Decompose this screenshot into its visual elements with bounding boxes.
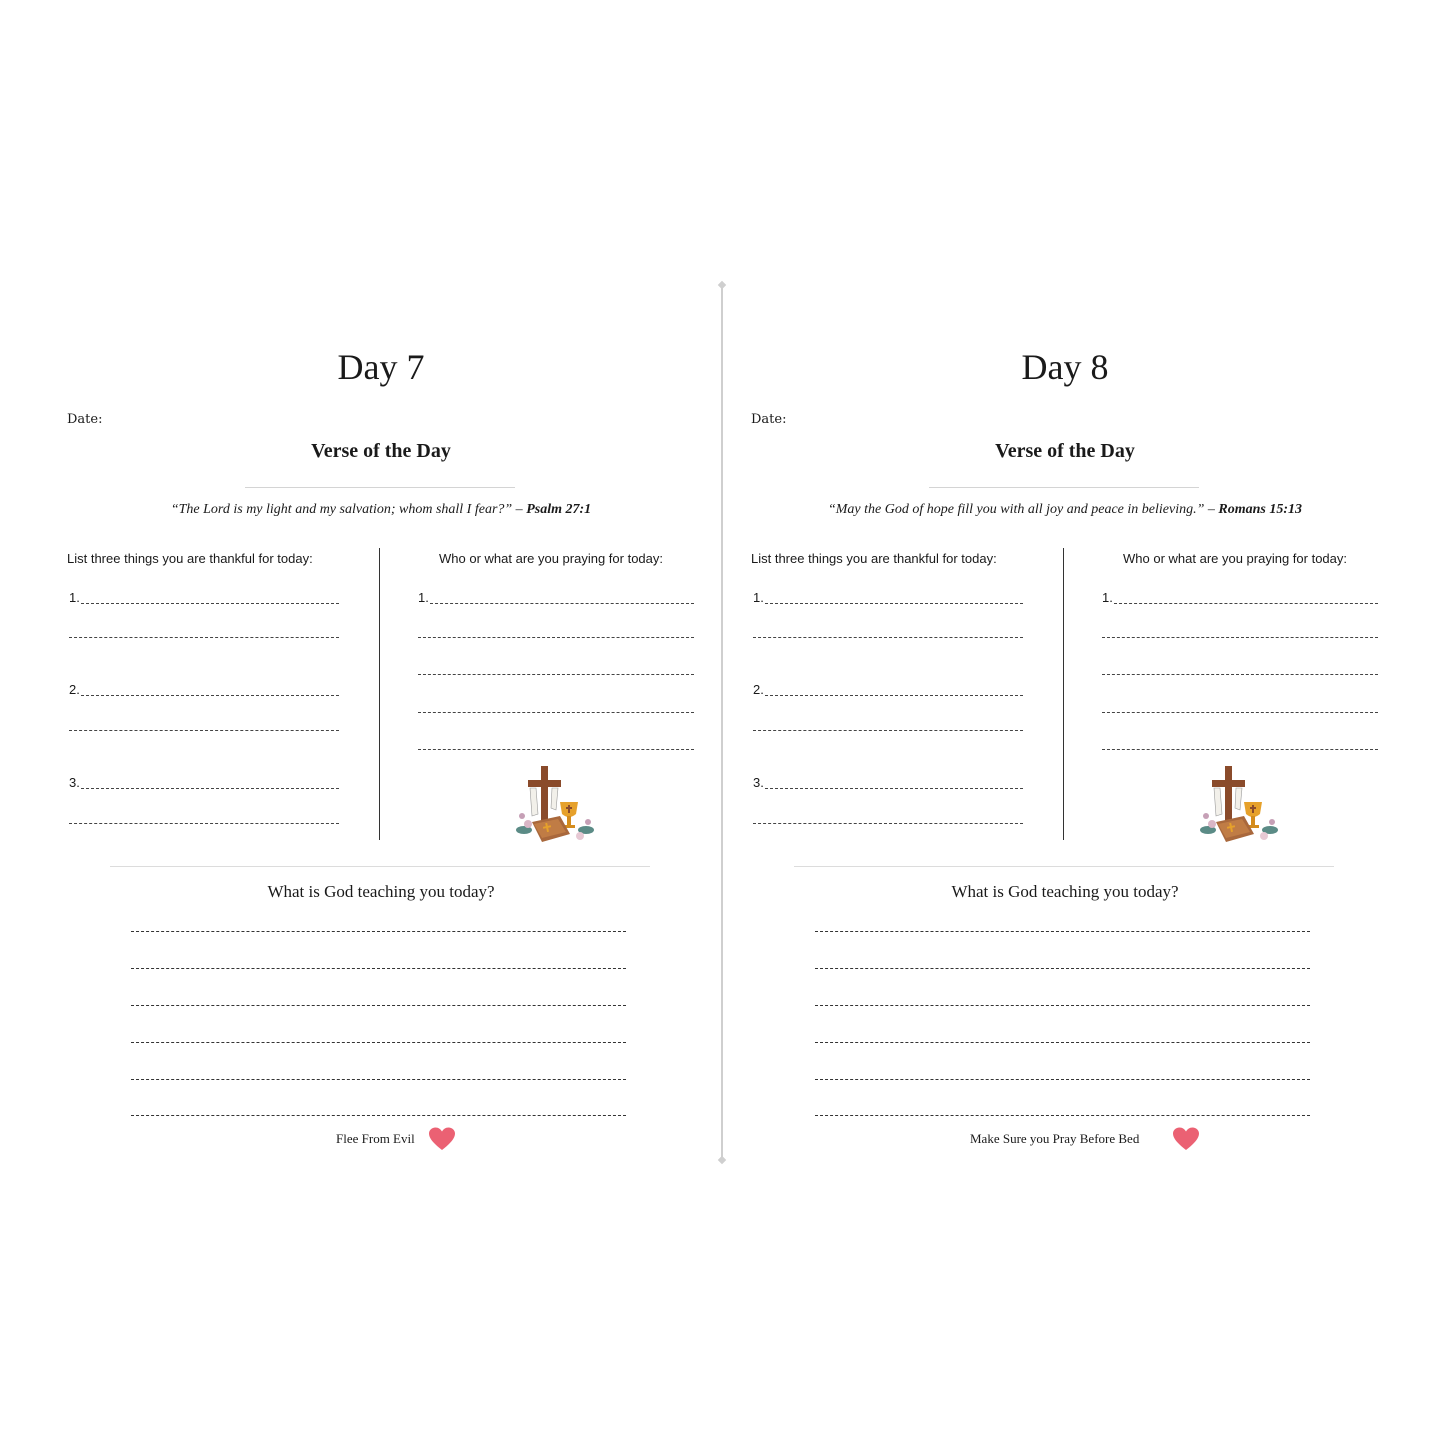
item-number: 2.	[69, 682, 80, 697]
verse-quote	[0, 502, 762, 518]
teaching-heading: What is God teaching you today?	[267, 882, 495, 901]
teaching-line-5[interactable]	[815, 1079, 1310, 1080]
item-number: 3.	[69, 775, 80, 790]
journal-page-day-8	[684, 0, 1406, 1445]
journal-page-day-7	[0, 0, 722, 1445]
heading-rule	[245, 487, 515, 488]
teaching-line-1[interactable]	[815, 931, 1310, 932]
verse-reference: Psalm 27:1	[526, 502, 592, 517]
teaching-line-2[interactable]	[131, 968, 626, 969]
praying-line-1[interactable]	[418, 590, 694, 606]
teaching-line-5[interactable]	[131, 1079, 626, 1080]
cross-bible-chalice-icon	[1198, 764, 1282, 844]
heart-icon	[428, 1126, 456, 1152]
item-number: 2.	[753, 682, 764, 697]
teaching-line-4[interactable]	[815, 1042, 1310, 1043]
item-number: 1.	[753, 590, 764, 605]
thankful-line-1b[interactable]	[69, 628, 339, 640]
thankful-line-3[interactable]	[753, 775, 1023, 791]
thankful-line-1[interactable]	[69, 590, 339, 606]
praying-line-3[interactable]	[418, 665, 694, 677]
item-number: 1.	[1102, 590, 1113, 605]
thankful-line-2b[interactable]	[69, 721, 339, 733]
verse-text: “The Lord is my light and my salvation; whom shall I fear?” –	[170, 502, 527, 517]
thankful-line-3b[interactable]	[69, 814, 339, 826]
day-title: Day 7	[337, 347, 425, 387]
praying-heading: Who or what are you praying for today:	[439, 551, 664, 566]
thankful-line-3[interactable]	[69, 775, 339, 791]
teaching-heading: What is God teaching you today?	[951, 882, 1179, 901]
verse-heading: Verse of the Day	[311, 440, 451, 462]
thankful-line-2[interactable]	[69, 682, 339, 698]
praying-line-4[interactable]	[1102, 703, 1378, 715]
teaching-line-3[interactable]	[131, 1005, 626, 1006]
item-number: 1.	[418, 590, 429, 605]
footer-message: Make Sure you Pray Before Bed	[970, 1131, 1140, 1146]
date-label: Date:	[67, 412, 103, 427]
section-rule	[794, 866, 1334, 867]
praying-line-2[interactable]	[1102, 628, 1378, 640]
praying-line-1[interactable]	[1102, 590, 1378, 606]
teaching-line-6[interactable]	[815, 1115, 1310, 1116]
item-number: 3.	[753, 775, 764, 790]
teaching-line-6[interactable]	[131, 1115, 626, 1116]
thankful-line-1[interactable]	[753, 590, 1023, 606]
teaching-line-3[interactable]	[815, 1005, 1310, 1006]
verse-reference: Romans 15:13	[1218, 502, 1302, 517]
thankful-line-2[interactable]	[753, 682, 1023, 698]
praying-line-3[interactable]	[1102, 665, 1378, 677]
praying-line-4[interactable]	[418, 703, 694, 715]
thankful-heading: List three things you are thankful for today:	[751, 551, 997, 566]
teaching-line-2[interactable]	[815, 968, 1310, 969]
verse-quote	[684, 502, 1445, 518]
day-title: Day 8	[1021, 347, 1109, 387]
verse-heading: Verse of the Day	[995, 440, 1135, 462]
praying-line-5[interactable]	[1102, 740, 1378, 752]
praying-line-5[interactable]	[418, 740, 694, 752]
date-label: Date:	[751, 412, 787, 427]
thankful-line-1b[interactable]	[753, 628, 1023, 640]
teaching-line-4[interactable]	[131, 1042, 626, 1043]
heading-rule	[929, 487, 1199, 488]
praying-line-2[interactable]	[418, 628, 694, 640]
thankful-line-2b[interactable]	[753, 721, 1023, 733]
teaching-line-1[interactable]	[131, 931, 626, 932]
praying-heading: Who or what are you praying for today:	[1123, 551, 1348, 566]
heart-icon	[1172, 1126, 1200, 1152]
section-rule	[110, 866, 650, 867]
verse-text: “May the God of hope fill you with all joy and peace in believing.” –	[827, 502, 1219, 517]
thankful-heading: List three things you are thankful for today:	[67, 551, 313, 566]
column-divider	[379, 548, 380, 840]
column-divider	[1063, 548, 1064, 840]
footer-message: Flee From Evil	[336, 1131, 415, 1146]
cross-bible-chalice-icon	[514, 764, 598, 844]
item-number: 1.	[69, 590, 80, 605]
thankful-line-3b[interactable]	[753, 814, 1023, 826]
